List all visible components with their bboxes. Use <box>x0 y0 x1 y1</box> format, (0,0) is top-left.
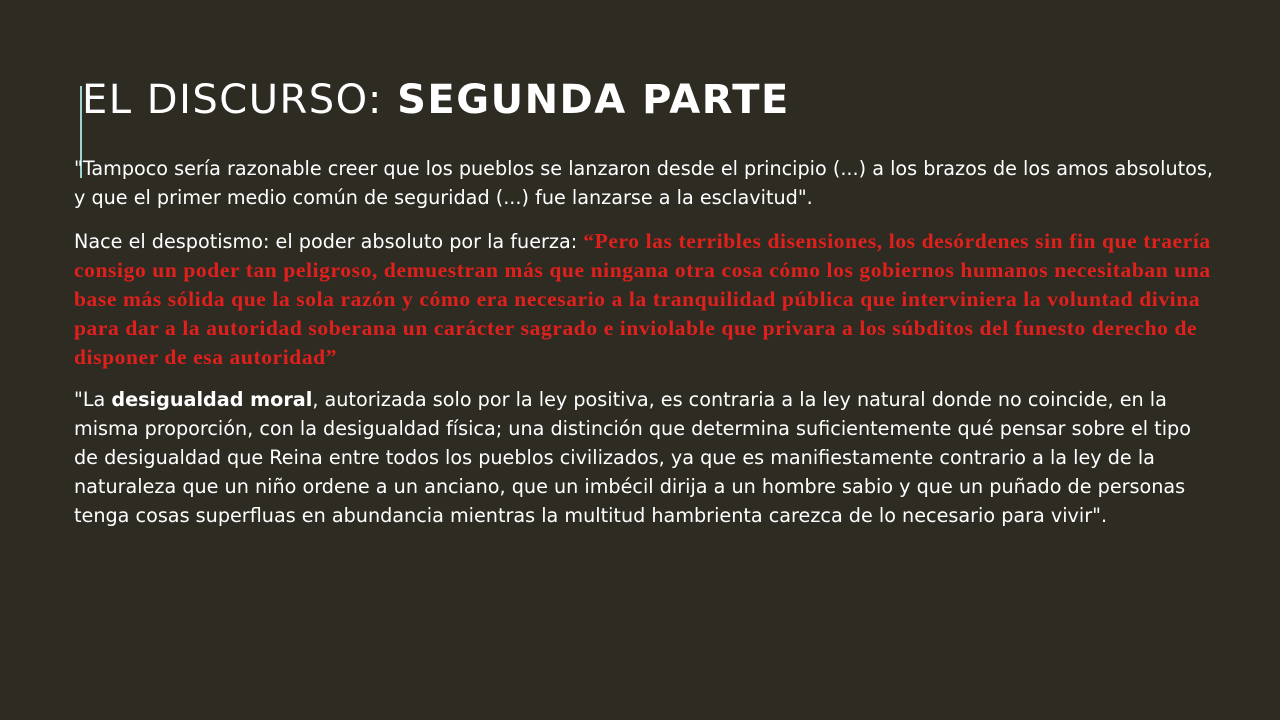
slide-body <box>74 154 1220 530</box>
paragraph-despotism-quote: “Pero las terribles disensiones, los desórdenes sin fin que traería consigo un poder tan peligroso, demuestran más que ningana otra cosa cómo los gobiernos humanos necesitaban una base más sólida que la sola razón y cómo era necesario a la tranquilidad pública que interviniera la voluntad divina para dar a la autoridad soberana un carácter sagrado e inviolable que privara a los súbditos del funesto derecho de disponer de esa autoridad” <box>74 229 1217 369</box>
paragraph-despotism-intro: Nace el despotismo: el poder absoluto por la fuerza: <box>74 230 584 253</box>
paragraph-moral-inequality-term: desigualdad moral <box>111 388 313 411</box>
paragraph-quote-slavery: "Tampoco sería razonable creer que los pueblos se lanzaron desde el principio (...) a los brazos de los amos absolutos, y que el primer medio común de seguridad (...) fue lanzarse a la esclavitud". <box>74 157 1220 209</box>
paragraph-moral-inequality-rest: , autorizada solo por la ley positiva, es contraria a la ley natural donde no coincide, en la misma proporción, con la desigualdad física; una distinción que determina suficientemente qué pensar sobre el tipo de desigualdad que Reina entre todos los pueblos civilizados, ya que es manifiestamente contrario a la ley de la naturaleza que un niño ordene a un anciano, que un imbécil dirija a un hombre sabio y que un puñado de personas tenga cosas superfluas en abundancia mientras la multitud hambrienta carezca de lo necesario para vivir". <box>74 388 1198 527</box>
paragraph-moral-inequality-prefix: "La <box>74 388 112 411</box>
slide-title-light: EL DISCURSO: <box>82 77 398 123</box>
slide-title <box>82 74 790 126</box>
slide-title-bold: SEGUNDA PARTE <box>397 77 790 123</box>
paragraph-despotism <box>74 227 1217 372</box>
paragraph-moral-inequality <box>74 385 1214 530</box>
